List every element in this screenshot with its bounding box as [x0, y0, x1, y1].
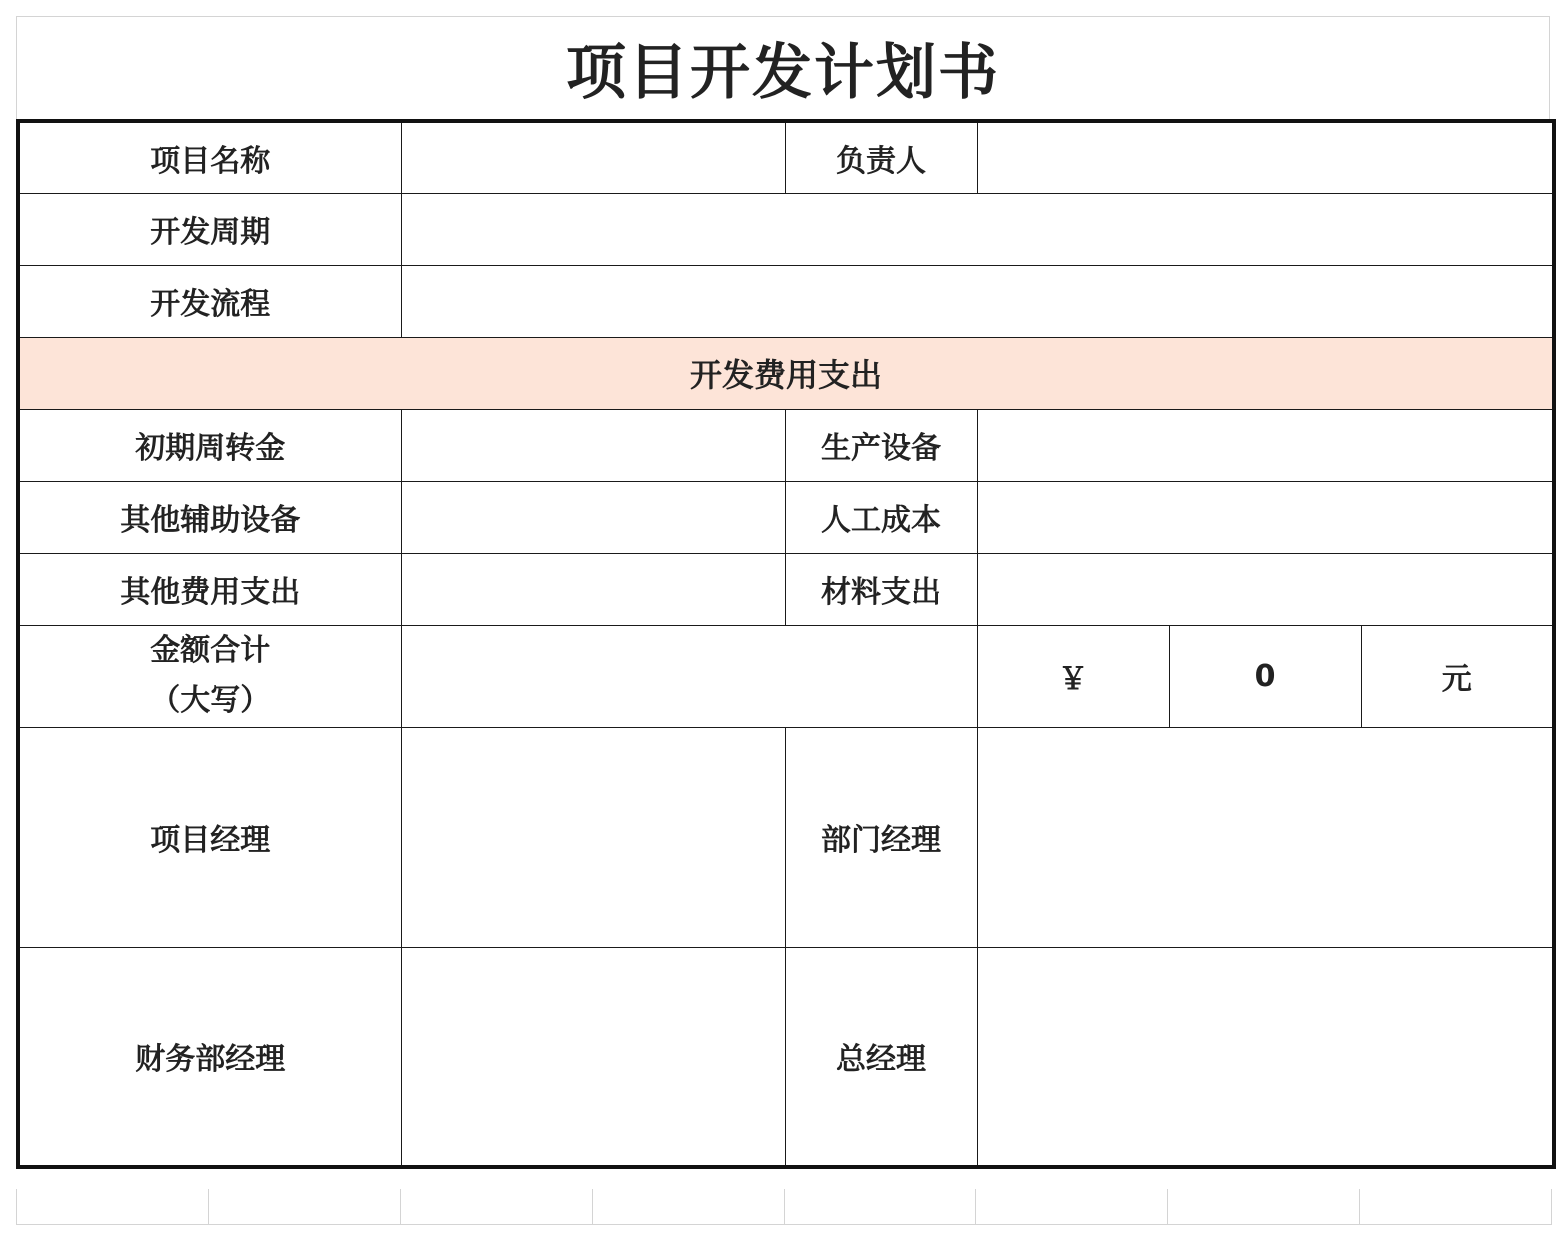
row-dev-period [18, 193, 1554, 265]
row-executives [18, 947, 1554, 1167]
total-label-line2: （大写） [150, 683, 271, 718]
material-expense-cell[interactable] [977, 553, 1554, 625]
empty-grid-row [16, 1189, 1552, 1225]
project-name-cell[interactable] [401, 121, 785, 193]
unit-label: 元 [1361, 625, 1554, 727]
row-managers [18, 727, 1554, 947]
other-aux-equipment-cell[interactable] [401, 481, 785, 553]
dept-manager-cell[interactable] [977, 727, 1554, 947]
material-expense-label: 材料支出 [785, 553, 977, 625]
currency-symbol: ￥ [977, 625, 1169, 727]
project-manager-label: 项目经理 [18, 727, 401, 947]
finance-manager-cell[interactable] [401, 947, 785, 1167]
total-label-line1: 金额合计 [150, 633, 271, 668]
labor-cost-cell[interactable] [977, 481, 1554, 553]
row-project-name [18, 121, 1554, 193]
other-expense-cell[interactable] [401, 553, 785, 625]
dev-period-cell[interactable] [401, 193, 1554, 265]
labor-cost-label: 人工成本 [785, 481, 977, 553]
other-aux-equipment-label: 其他辅助设备 [18, 481, 401, 553]
general-manager-cell[interactable] [977, 947, 1554, 1167]
grid-cell[interactable] [1167, 1189, 1359, 1224]
grid-cell[interactable] [16, 1189, 208, 1224]
row-expense-heading [18, 337, 1554, 409]
dev-process-cell[interactable] [401, 265, 1554, 337]
project-manager-cell[interactable] [401, 727, 785, 947]
row-other-expense [18, 553, 1554, 625]
page-title: 项目开发计划书 [566, 38, 1000, 108]
production-equipment-label: 生产设备 [785, 409, 977, 481]
other-expense-label: 其他费用支出 [18, 553, 401, 625]
grid-cell[interactable] [975, 1189, 1167, 1224]
general-manager-label: 总经理 [785, 947, 977, 1167]
grid-cell[interactable] [208, 1189, 400, 1224]
grid-cell[interactable] [1359, 1189, 1552, 1224]
initial-capital-label: 初期周转金 [18, 409, 401, 481]
row-total [18, 625, 1554, 727]
title-row [16, 16, 1550, 119]
expense-section-heading: 开发费用支出 [18, 337, 1554, 409]
row-dev-process [18, 265, 1554, 337]
spreadsheet-sheet [16, 16, 1552, 1226]
grid-cell[interactable] [592, 1189, 784, 1224]
row-aux-equipment [18, 481, 1554, 553]
total-amount-cell[interactable]: 0 [1169, 625, 1361, 727]
production-equipment-cell[interactable] [977, 409, 1554, 481]
project-name-label: 项目名称 [18, 121, 401, 193]
grid-cell[interactable] [784, 1189, 976, 1224]
project-plan-form [16, 119, 1556, 1169]
grid-cell[interactable] [400, 1189, 592, 1224]
initial-capital-cell[interactable] [401, 409, 785, 481]
row-initial-capital [18, 409, 1554, 481]
dept-manager-label: 部门经理 [785, 727, 977, 947]
dev-process-label: 开发流程 [18, 265, 401, 337]
total-uppercase-cell[interactable] [401, 625, 977, 727]
owner-label: 负责人 [785, 121, 977, 193]
owner-cell[interactable] [977, 121, 1554, 193]
total-label [18, 625, 401, 727]
finance-manager-label: 财务部经理 [18, 947, 401, 1167]
dev-period-label: 开发周期 [18, 193, 401, 265]
